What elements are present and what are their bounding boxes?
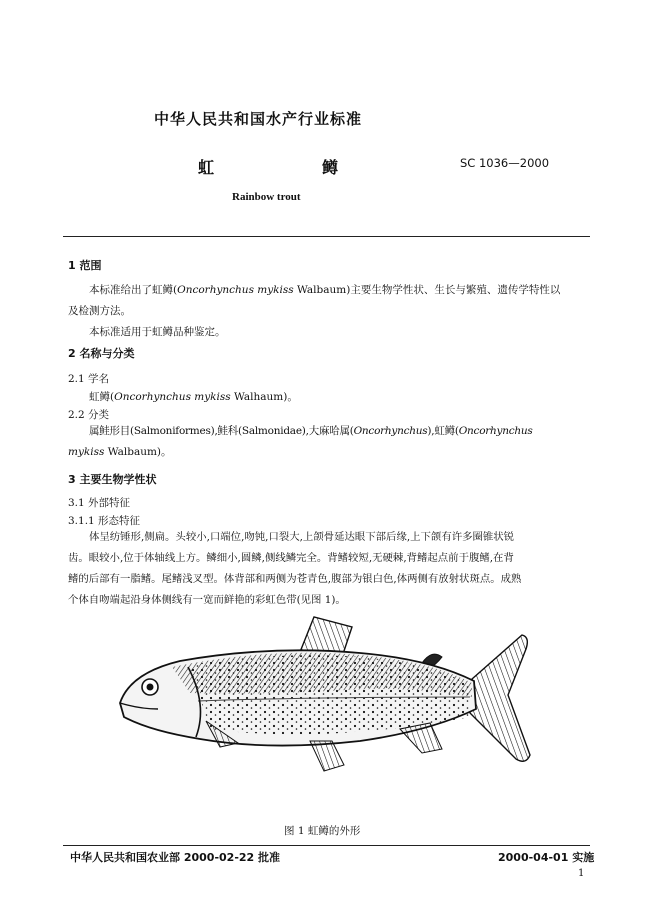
- issuing-authority-title: 中华人民共和国水产行业标准: [154, 110, 363, 128]
- header-divider: [63, 236, 590, 237]
- section-3-1-heading: 3.1 外部特征: [68, 497, 131, 509]
- english-title: Rainbow trout: [232, 191, 301, 203]
- pelvic-fin: [310, 741, 344, 771]
- s1-p1-latin: Oncorhynchus mykiss: [177, 284, 294, 296]
- title-char-1: 虹: [198, 158, 215, 177]
- section-1-heading: 1 范围: [68, 259, 102, 272]
- section-2-2-body: 属鲑形目(Salmoniformes),鲑科(Salmonidae),大麻哈属(Oncorhynchus),虹鳟(Oncorhynchus mykiss Walbaum)。: [68, 425, 533, 458]
- s1-p1-a: 本标准给出了虹鳟(: [89, 284, 178, 296]
- figure-caption: 图 1 虹鳟的外形: [284, 825, 361, 837]
- caudal-fin: [470, 635, 530, 761]
- section-1-paragraph-2: 本标准适用于虹鳟品种鉴定。: [89, 326, 226, 338]
- section-2-1-heading: 2.1 学名: [68, 373, 110, 385]
- section-2-heading: 2 名称与分类: [68, 347, 135, 360]
- rainbow-trout-illustration: [110, 605, 540, 795]
- page-number: 1: [578, 868, 585, 879]
- standard-number: SC 1036—2000: [460, 156, 550, 170]
- section-3-1-1-heading: 3.1.1 形态特征: [68, 515, 141, 527]
- footer-divider: [63, 845, 590, 846]
- section-3-1-1-body: 体呈纺锤形,侧扁。头较小,口端位,吻钝,口裂大,上颌骨延达眼下部后缘,上下颌有许多圈锥状锐 齿。眼较小,位于体轴线上方。鳞细小,圆鳞,侧线鳞完全。背鳍较短,无硬棘,背鳍起点前于腹鳍,在背 鳍的后部有一脂鳍。尾鳍浅叉型。体背部和两侧为苍青色,腹部为银白色,体两侧有放射状斑点。成熟 个体自吻端起沿身体侧线有一宽而鲜艳的彩虹色带(见图 1)。: [68, 531, 522, 606]
- s1-p1-b: Walbaum)主要生物学性状、生长与繁殖、遗传学特性以: [293, 284, 561, 296]
- title-char-2: 鳟: [322, 158, 339, 177]
- section-2-1-body: 虹鳟(Oncorhynchus mykiss Walhaum)。: [89, 391, 298, 403]
- anal-fin: [400, 723, 442, 753]
- approval-line: 中华人民共和国农业部 2000-02-22 批准: [70, 851, 281, 864]
- section-3-heading: 3 主要生物学性状: [68, 473, 157, 486]
- s1-p1-c: 及检测方法。: [68, 305, 131, 317]
- section-2-2-heading: 2.2 分类: [68, 409, 110, 421]
- effective-date: 2000-04-01 实施: [498, 851, 595, 864]
- section-1-paragraph-1: [68, 280, 592, 343]
